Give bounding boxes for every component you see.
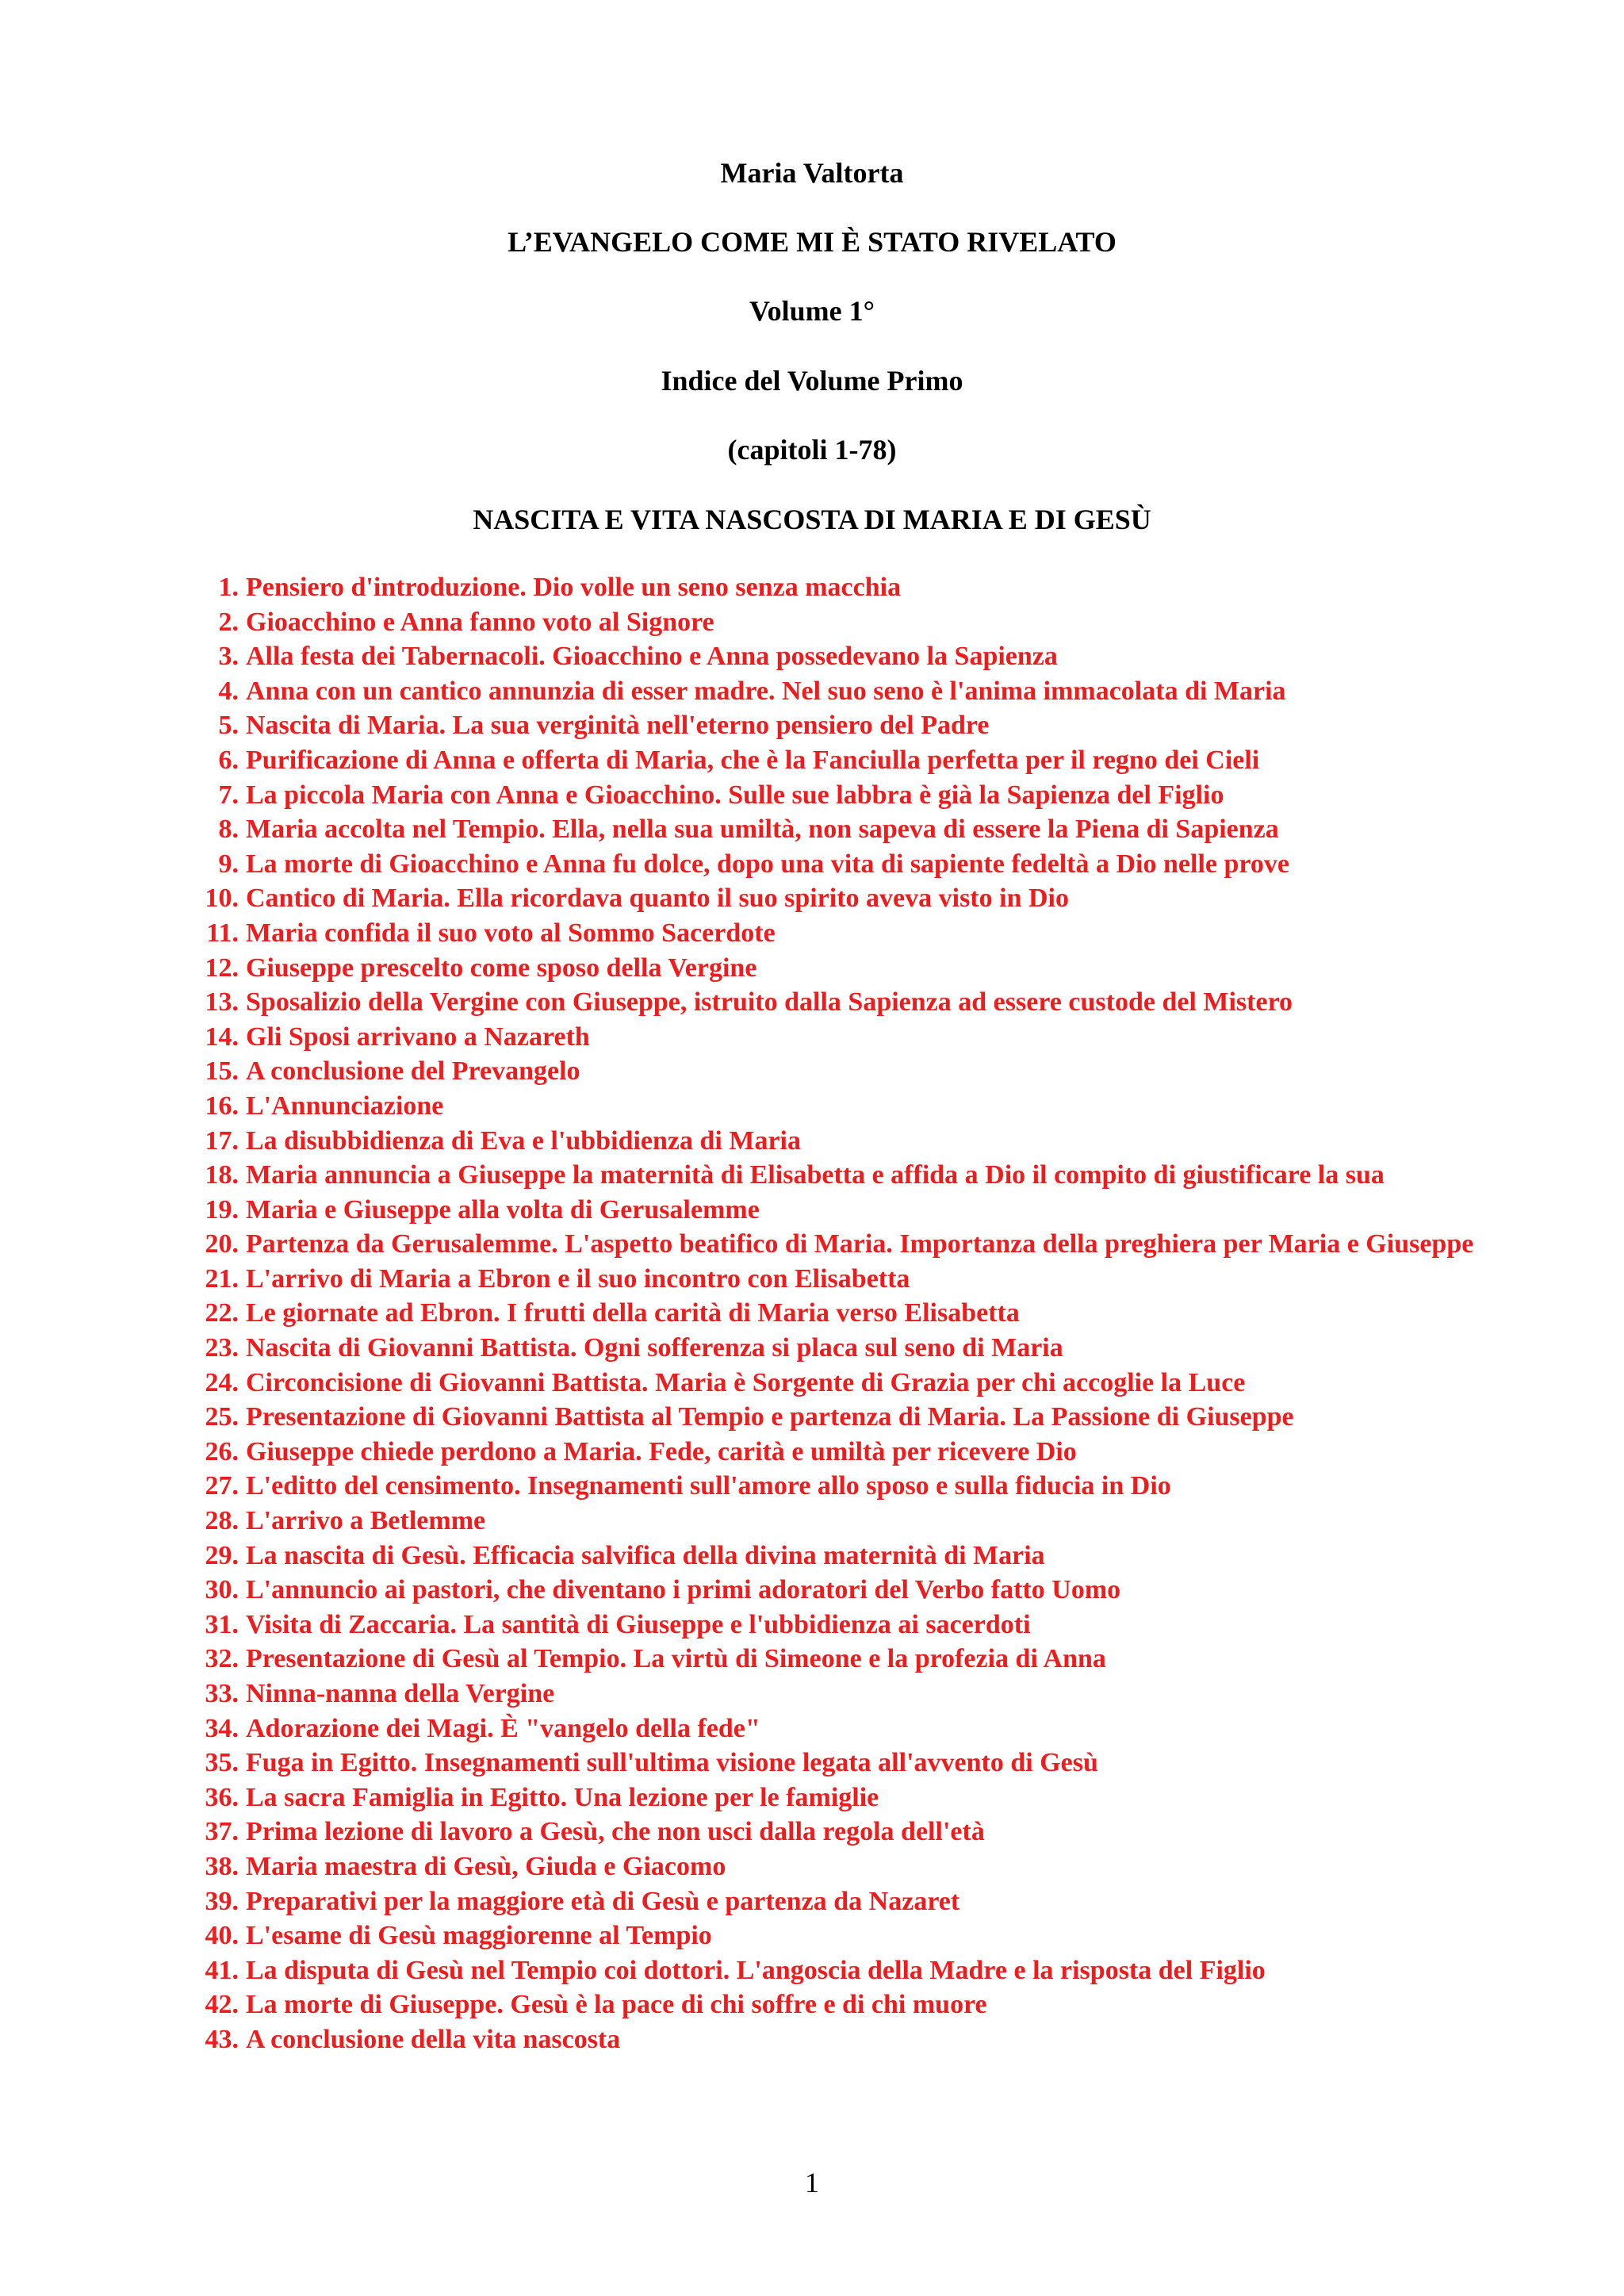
toc-entry-number: 18. [205, 1160, 239, 1190]
toc-entry-number: 5. [218, 711, 239, 741]
toc-entry[interactable] [194, 1504, 1519, 1539]
toc-entry-title: Giuseppe chiede perdono a Maria. Fede, carità e umiltà per ricevere Dio [246, 1436, 1077, 1466]
toc-entry-number: 43. [205, 2024, 239, 2054]
toc-entry-number: 21. [205, 1263, 239, 1294]
toc-entry[interactable] [194, 985, 1519, 1020]
toc-entry[interactable] [194, 743, 1519, 778]
toc-entry-number: 8. [218, 815, 239, 845]
toc-entry[interactable] [194, 1780, 1519, 1815]
toc-entry[interactable] [194, 2022, 1519, 2057]
toc-entry-title: Presentazione di Gesù al Tempio. La virtù di Simeone e la profezia di Anna [246, 1644, 1106, 1674]
toc-entry-number: 36. [205, 1782, 239, 1812]
toc-entry-title: Visita di Zaccaria. La santità di Giuseppe e l'ubbidienza ai sacerdoti [246, 1609, 1031, 1639]
index-heading: Indice del Volume Primo [661, 365, 963, 397]
toc-entry[interactable] [194, 1054, 1519, 1089]
toc-entry-title: L'editto del censimento. Insegnamenti sull'amore allo sposo e sulla fiducia in Dio [246, 1471, 1171, 1501]
toc-entry-number: 2. [218, 607, 239, 637]
toc-entry-title: Adorazione dei Magi. È "vangelo della fede" [246, 1713, 760, 1743]
toc-entry-number: 1. [218, 573, 239, 602]
toc-entry-number: 39. [205, 1886, 239, 1916]
toc-entry-title: Maria e Giuseppe alla volta di Gerusalemme [246, 1194, 760, 1225]
toc-entry[interactable] [194, 1987, 1519, 2022]
toc-entry-title: La piccola Maria con Anna e Gioacchino. Sulle sue labbra è già la Sapienza del Figlio [246, 780, 1224, 810]
toc-entry-number: 11. [206, 918, 239, 948]
toc-entry-title: Presentazione di Giovanni Battista al Tempio e partenza di Maria. La Passione di Giuseppe [246, 1402, 1294, 1432]
toc-entry-number: 20. [205, 1229, 239, 1259]
toc-entry[interactable] [194, 1089, 1519, 1124]
toc-entry-title: Pensiero d'introduzione. Dio volle un seno senza macchia [246, 573, 902, 602]
toc-entry-number: 7. [218, 780, 239, 810]
toc-entry[interactable] [194, 1677, 1519, 1711]
toc-entry[interactable] [194, 1539, 1519, 1573]
toc-entry-title: Preparativi per la maggiore età di Gesù e partenza da Nazaret [246, 1886, 960, 1916]
toc-entry[interactable] [194, 951, 1519, 986]
toc-entry[interactable] [194, 1020, 1519, 1055]
toc-entry-title: L'annuncio ai pastori, che diventano i primi adoratori del Verbo fatto Uomo [246, 1575, 1121, 1605]
toc-entry[interactable] [194, 1400, 1519, 1435]
toc-entry[interactable] [194, 1642, 1519, 1677]
toc-entry-title: A conclusione del Prevangelo [246, 1056, 580, 1087]
section-heading: NASCITA E VITA NASCOSTA DI MARIA E DI GESÙ [473, 504, 1151, 535]
toc-entry-number: 37. [205, 1817, 239, 1847]
toc-entry[interactable] [194, 674, 1519, 709]
toc-entry-number: 40. [205, 1921, 239, 1951]
toc-entry-title: L'arrivo di Maria a Ebron e il suo incontro con Elisabetta [246, 1263, 910, 1294]
toc-entry[interactable] [194, 1953, 1519, 1988]
toc-entry-title: Gli Sposi arrivano a Nazareth [246, 1022, 590, 1052]
toc-entry-number: 38. [205, 1851, 239, 1881]
toc-entry[interactable] [194, 1849, 1519, 1884]
toc-entry[interactable] [194, 1227, 1519, 1262]
toc-entry-number: 25. [205, 1402, 239, 1432]
toc-entry-number: 42. [205, 1990, 239, 2020]
toc-entry[interactable] [194, 1711, 1519, 1746]
toc-entry-number: 24. [205, 1367, 239, 1397]
toc-entry-number: 23. [205, 1333, 239, 1363]
toc-entry-number: 16. [205, 1091, 239, 1121]
toc-entry-title: La morte di Gioacchino e Anna fu dolce, dopo una vita di sapiente fedeltà a Dio nelle prove [246, 849, 1289, 879]
toc-entry-number: 30. [205, 1575, 239, 1605]
toc-entry[interactable] [194, 1746, 1519, 1780]
toc-entry-number: 10. [205, 884, 239, 914]
toc-entry-number: 3. [218, 642, 239, 672]
toc-entry[interactable] [194, 1918, 1519, 1953]
toc-entry-title: Giuseppe prescelto come sposo della Vergine [246, 953, 757, 983]
toc-entry-number: 33. [205, 1679, 239, 1708]
toc-entry-title: La disputa di Gesù nel Tempio coi dottori. L'angoscia della Madre e la risposta del Figlio [246, 1955, 1266, 1985]
toc-entry-title: L'arrivo a Betlemme [246, 1506, 486, 1536]
toc-entry-title: Purificazione di Anna e offerta di Maria, che è la Fanciulla perfetta per il regno dei Cieli [246, 745, 1260, 775]
toc-entry-number: 19. [205, 1194, 239, 1225]
toc-entry-number: 15. [205, 1056, 239, 1087]
author-name: Maria Valtorta [720, 157, 904, 189]
toc-entry-number: 13. [205, 987, 239, 1018]
toc-entry[interactable] [194, 1366, 1519, 1401]
toc-entry[interactable] [194, 1469, 1519, 1504]
volume-label: Volume 1° [749, 295, 875, 327]
toc-entry-number: 9. [218, 849, 239, 879]
toc-entry-title: L'esame di Gesù maggiorenne al Tempio [246, 1921, 712, 1951]
toc-entry-number: 4. [218, 676, 239, 706]
toc-entry-title: A conclusione della vita nascosta [246, 2024, 621, 2054]
chapter-range: (capitoli 1-78) [727, 434, 897, 466]
toc-entry[interactable] [194, 605, 1519, 640]
toc-entry-title: Maria confida il suo voto al Sommo Sacerdote [246, 918, 776, 948]
toc-entry-title: Partenza da Gerusalemme. L'aspetto beatifico di Maria. Importanza della preghiera per Maria e Giuseppe [246, 1229, 1474, 1259]
toc-entry-number: 41. [205, 1955, 239, 1985]
toc-entry[interactable] [194, 570, 1519, 605]
toc-entry-title: Sposalizio della Vergine con Giuseppe, istruito dalla Sapienza ad essere custode del Mistero [246, 987, 1293, 1018]
toc-entry-number: 26. [205, 1436, 239, 1466]
toc-entry-title: Prima lezione di lavoro a Gesù, che non usci dalla regola dell'età [246, 1817, 985, 1847]
toc-entry-number: 35. [205, 1748, 239, 1778]
toc-entry[interactable] [194, 1158, 1519, 1193]
toc-entry[interactable] [194, 639, 1519, 674]
toc-entry-number: 29. [205, 1540, 239, 1570]
toc-entry-title: Le giornate ad Ebron. I frutti della carità di Maria verso Elisabetta [246, 1298, 1020, 1328]
toc-entry-title: Cantico di Maria. Ella ricordava quanto il suo spirito aveva visto in Dio [246, 884, 1069, 914]
toc-entry-number: 17. [205, 1125, 239, 1156]
toc-entry[interactable] [194, 1435, 1519, 1470]
toc-entry[interactable] [194, 916, 1519, 951]
toc-entry[interactable] [194, 812, 1519, 847]
toc-entry-number: 22. [205, 1298, 239, 1328]
toc-entry-number: 6. [218, 745, 239, 775]
table-of-contents [194, 570, 1519, 2057]
toc-entry-title: Ninna-nanna della Vergine [246, 1679, 555, 1708]
toc-entry[interactable] [194, 1262, 1519, 1297]
toc-entry-title: La morte di Giuseppe. Gesù è la pace di chi soffre e di chi muore [246, 1990, 987, 2020]
toc-entry-title: Maria annuncia a Giuseppe la maternità di Elisabetta e affida a Dio il compito di giustificare la sua [246, 1160, 1385, 1190]
toc-entry[interactable] [194, 1331, 1519, 1366]
toc-entry-title: L'Annunciazione [246, 1091, 444, 1121]
toc-entry[interactable] [194, 1296, 1519, 1331]
toc-entry-title: Gioacchino e Anna fanno voto al Signore [246, 607, 714, 637]
toc-entry-title: La sacra Famiglia in Egitto. Una lezione per le famiglie [246, 1782, 879, 1812]
toc-entry-number: 28. [205, 1506, 239, 1536]
toc-entry[interactable] [194, 708, 1519, 743]
toc-entry-title: Nascita di Giovanni Battista. Ogni sofferenza si placa sul seno di Maria [246, 1333, 1063, 1363]
toc-entry-number: 27. [205, 1471, 239, 1501]
toc-entry[interactable] [194, 1815, 1519, 1849]
toc-entry-number: 31. [205, 1609, 239, 1639]
toc-entry-title: Fuga in Egitto. Insegnamenti sull'ultima visione legata all'avvento di Gesù [246, 1748, 1098, 1778]
toc-entry-title: Alla festa dei Tabernacoli. Gioacchino e Anna possedevano la Sapienza [246, 642, 1058, 672]
toc-entry-title: Anna con un cantico annunzia di esser madre. Nel suo seno è l'anima immacolata di Maria [246, 676, 1286, 706]
toc-entry[interactable] [194, 1573, 1519, 1608]
toc-entry[interactable] [194, 847, 1519, 882]
toc-entry-title: Circoncisione di Giovanni Battista. Maria è Sorgente di Grazia per chi accoglie la Luce [246, 1367, 1246, 1397]
toc-entry-number: 14. [205, 1022, 239, 1052]
toc-entry-title: Nascita di Maria. La sua verginità nell'eterno pensiero del Padre [246, 711, 990, 741]
toc-entry[interactable] [194, 1608, 1519, 1642]
toc-entry-title: Maria maestra di Gesù, Giuda e Giacomo [246, 1851, 726, 1881]
toc-entry[interactable] [194, 1193, 1519, 1228]
toc-entry-number: 12. [205, 953, 239, 983]
book-title: L’EVANGELO COME MI È STATO RIVELATO [508, 226, 1116, 258]
toc-entry-title: La disubbidienza di Eva e l'ubbidienza di Maria [246, 1125, 802, 1156]
page-number: 1 [805, 2167, 819, 2198]
toc-entry-title: Maria accolta nel Tempio. Ella, nella sua umiltà, non sapeva di essere la Piena di Sapienza [246, 815, 1279, 845]
toc-entry-number: 34. [205, 1713, 239, 1743]
toc-entry-title: La nascita di Gesù. Efficacia salvifica della divina maternità di Maria [246, 1540, 1045, 1570]
toc-entry[interactable] [194, 1884, 1519, 1919]
toc-entry-number: 32. [205, 1644, 239, 1674]
toc-entry[interactable] [194, 881, 1519, 916]
toc-entry[interactable] [194, 778, 1519, 813]
toc-entry[interactable] [194, 1124, 1519, 1159]
